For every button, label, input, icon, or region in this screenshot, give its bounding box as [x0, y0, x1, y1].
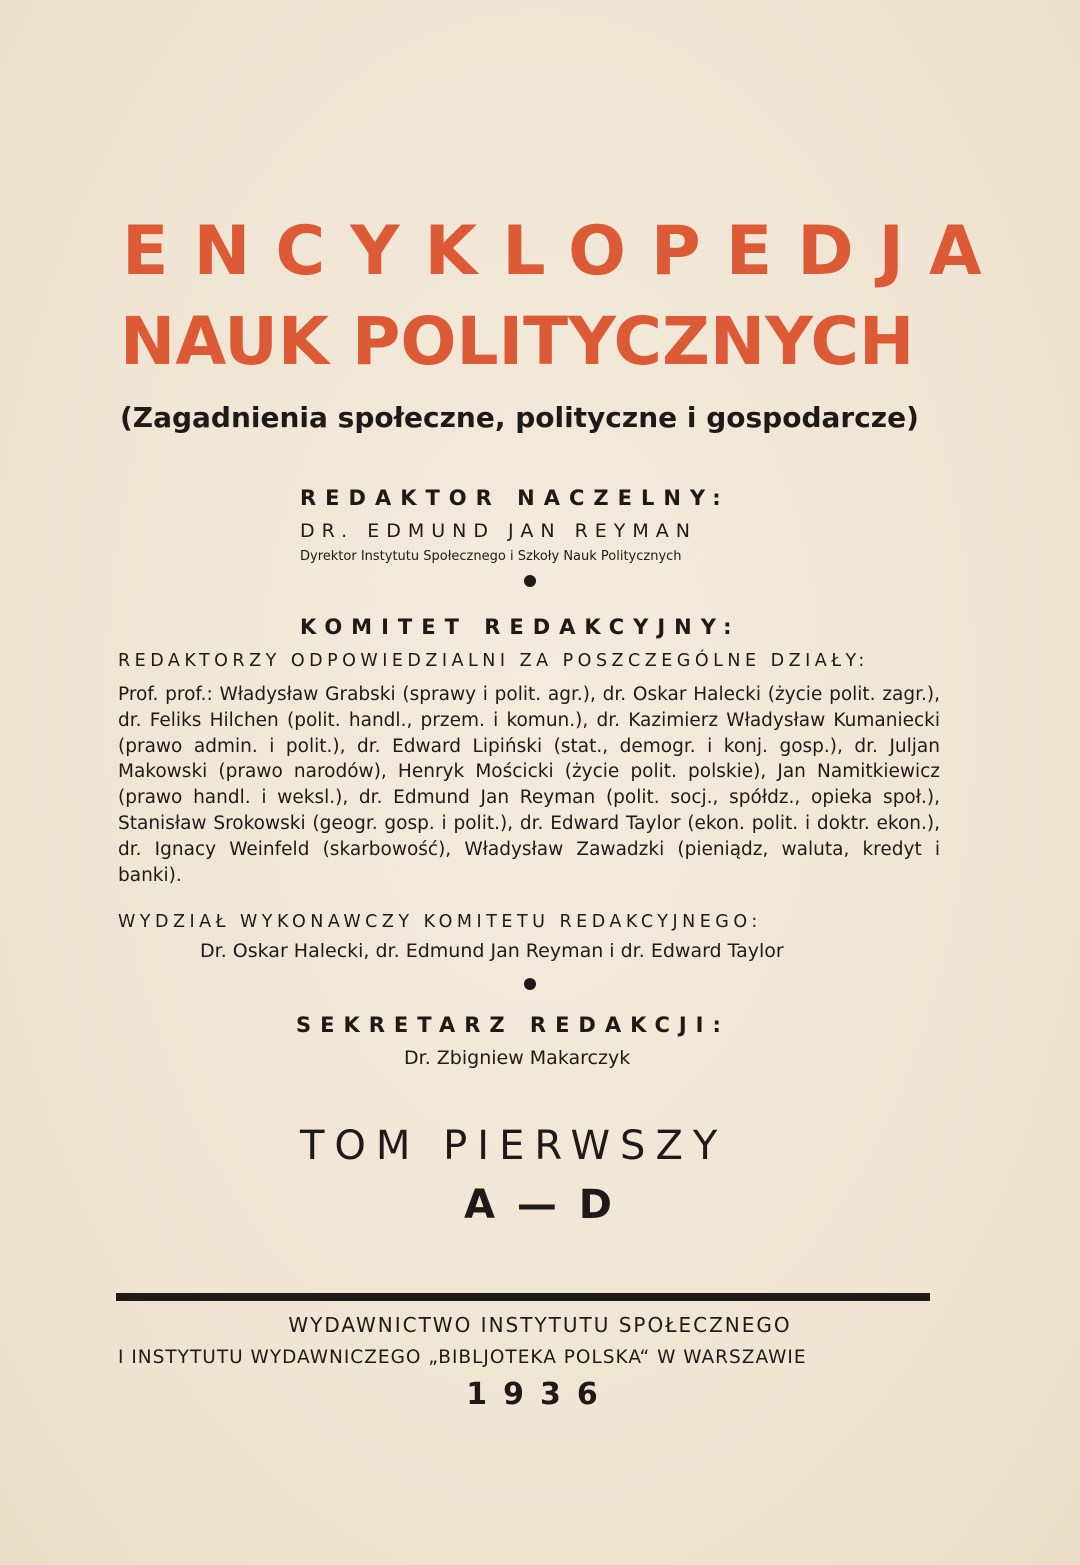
editor-name: DR. EDMUND JAN REYMAN	[300, 520, 697, 542]
volume-range: A — D	[463, 1182, 616, 1228]
secretary-name: Dr. Zbigniew Makarczyk	[404, 1047, 631, 1069]
secretary-heading: SEKRETARZ REDAKCJI:	[296, 1013, 730, 1037]
title-line-2: NAUK POLITYCZNYCH	[120, 303, 915, 380]
title-line-1: ENCYKLOPEDJA	[122, 212, 1007, 291]
volume-label: TOM PIERWSZY	[300, 1123, 728, 1169]
publisher-line-1: WYDAWNICTWO INSTYTUTU SPOŁECZNEGO	[288, 1313, 792, 1337]
committee-members: Prof. prof.: Władysław Grabski (sprawy i polit. agr.), dr. Oskar Halecki (życie polit. zagr.), dr. Feliks Hilchen (polit. handl., przem. i komun.), dr. Kazimierz Władysław Kumaniecki (prawo admin. i polit.), dr. Edward Lipiński (stat., demogr. i konj. gosp.), dr. Juljan Makowski (prawo narodów), Henryk Mościcki (życie polit. polskie), Jan Namitkiewicz (prawo handl. i weksl.), dr. Edmund Jan Reyman (polit. socj., spółdz., opieka społ.), Stanisław Srokowski (geogr. gosp. i polit.), dr. Edward Taylor (ekon. polit. i doktr. ekon.), dr. Ignacy Weinfeld (skarbowość), Władysław Zawadzki (pieniądz, waluta, kredyt i banki).	[118, 684, 940, 886]
executive-heading: WYDZIAŁ WYKONAWCZY KOMITETU REDAKCYJNEGO:	[118, 912, 762, 932]
executive-members: Dr. Oskar Halecki, dr. Edmund Jan Reyman i dr. Edward Taylor	[200, 940, 784, 962]
publisher-line-2: I INSTYTUTU WYDAWNICZEGO „BIBLJOTEKA POLSKA“ W WARSZAWIE	[118, 1347, 807, 1368]
editor-role: Dyrektor Instytutu Społecznego i Szkoły Nauk Politycznych	[300, 549, 682, 564]
editor-heading: REDAKTOR NACZELNY:	[300, 486, 730, 510]
separator-bullet-1	[524, 575, 536, 587]
separator-bullet-2	[524, 978, 536, 990]
subtitle: (Zagadnienia społeczne, polityczne i gospodarcze)	[120, 401, 919, 434]
horizontal-rule	[116, 1293, 930, 1301]
committee-subheading: REDAKTORZY ODPOWIEDZIALNI ZA POSZCZEGÓLNE DZIAŁY:	[118, 651, 869, 671]
committee-heading: KOMITET REDAKCYJNY:	[300, 615, 741, 639]
publication-year: 1936	[466, 1377, 614, 1412]
